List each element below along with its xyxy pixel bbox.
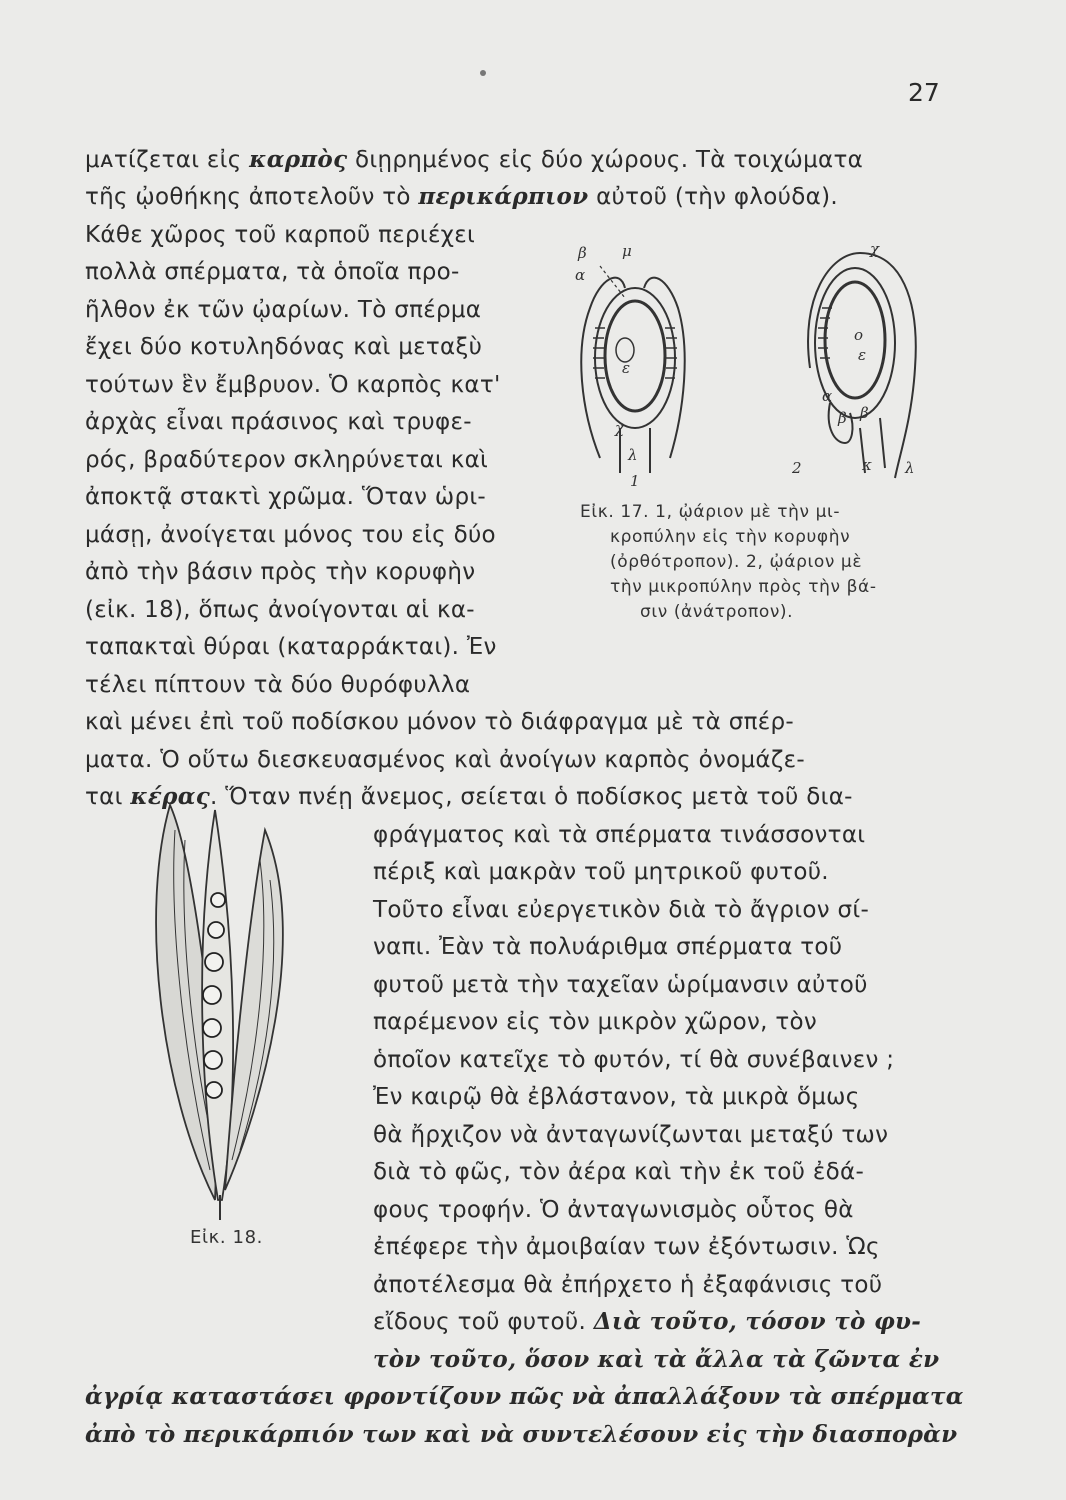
body-line — [85, 332, 482, 362]
fig17-label: λ — [628, 446, 638, 464]
body-line — [85, 182, 838, 212]
figure-17-caption-line: σιν (ἀνάτροπον). — [640, 602, 794, 622]
text-run: ἀποτέλεσμα θὰ ἐπήρχετο ἡ ἐξαφάνισις τοῦ — [373, 1272, 883, 1298]
body-line — [85, 632, 497, 662]
text-run: ἐπέφερε τὴν ἀμοιβαίαν των ἐξόντωσιν. Ὡς — [373, 1234, 880, 1260]
body-line — [373, 820, 865, 850]
seed — [205, 953, 223, 971]
body-line — [85, 145, 863, 175]
fig17-label: μ — [622, 242, 632, 260]
fig17-label: α — [575, 266, 586, 284]
text-run: ματα. Ὁ οὕτω διεσκευασμένος καὶ ἀνοίγων καρπὸς ὀνομάζε- — [85, 747, 806, 773]
body-line — [85, 370, 501, 400]
figure-18-seed-pod — [100, 790, 370, 1220]
body-line — [85, 482, 486, 512]
body-line — [85, 257, 460, 287]
text-run: Τοῦτο εἶναι εὐεργετικὸν διὰ τὸ ἄγριον σί- — [373, 897, 870, 923]
text-run: μάσῃ, ἀνοίγεται μόνος του εἰς δύο — [85, 522, 496, 548]
text-run: ταπακταὶ θύραι (καταρράκται). Ἐν — [85, 634, 497, 660]
seed — [203, 986, 221, 1004]
body-line — [373, 1270, 882, 1300]
body-line — [85, 295, 481, 325]
fig17-label: α — [822, 387, 833, 405]
figure-18-caption: Εἰκ. 18. — [190, 1227, 263, 1248]
figure-17-caption-line: τὴν μικροπύλην πρὸς τὴν βά- — [610, 577, 877, 597]
text-run: ἀποκτᾷ στακτὶ χρῶμα. Ὅταν ὡρι- — [85, 484, 487, 510]
text-run: φους τροφήν. Ὁ ἀνταγωνισμὸς οὗτος θὰ — [373, 1197, 854, 1223]
emphasis-text: καρπὸς — [249, 146, 348, 173]
seed — [211, 893, 225, 907]
emphasis-text: τὸν τοῦτο, ὅσον καὶ τὰ ἄλλα τὰ ζῶντα ἐν — [373, 1346, 940, 1373]
body-line — [373, 1045, 894, 1075]
text-run: τῆς ᾠοθήκης ἀποτελοῦν τὸ — [85, 184, 419, 210]
text-run: . Ὅταν πνέῃ ἄνεμος, σείεται ὁ ποδίσκος μετὰ τοῦ δια- — [210, 784, 853, 810]
body-line — [373, 1195, 854, 1225]
pod-valve-right — [225, 830, 283, 1190]
fig17-label: β — [578, 244, 587, 262]
text-run: τούτων ἓν ἔμβρυον. Ὁ καρπὸς κατ' — [85, 372, 501, 398]
body-line — [85, 520, 496, 550]
text-run: ἀπὸ τὴν βάσιν πρὸς τὴν κορυφὴν — [85, 559, 476, 585]
text-run: φράγματος καὶ τὰ σπέρματα τινάσσονται — [373, 822, 866, 848]
seed — [206, 1082, 222, 1098]
seed — [208, 922, 224, 938]
text-run: τέλει πίπτουν τὰ δύο θυρόφυλλα — [85, 672, 471, 698]
seed — [204, 1051, 222, 1069]
body-line — [373, 1232, 880, 1262]
emphasis-text: Διὰ τοῦτο, τόσον τὸ φυ- — [593, 1308, 922, 1335]
fig17-label: λ — [905, 459, 915, 477]
text-run: ἔχει δύο κοτυληδόνας καὶ μεταξὺ — [85, 334, 483, 360]
body-line — [373, 1307, 921, 1337]
text-run: διῃρημένος εἰς δύο χώρους. Τὰ τοιχώματα — [347, 147, 864, 173]
fig17-label: κ — [862, 456, 872, 474]
seed — [203, 1019, 221, 1037]
fig17-label: β — [860, 404, 869, 422]
body-line — [373, 1157, 864, 1187]
fig17-label: ε — [858, 346, 867, 364]
figure-17-caption-line: κροπύλην εἰς τὴν κορυφὴν — [610, 527, 851, 547]
body-line — [85, 707, 794, 737]
body-line — [373, 1345, 939, 1375]
ovule-1-integument — [595, 288, 675, 428]
body-line — [373, 1120, 888, 1150]
fig17-label: ο — [854, 326, 864, 344]
figure-17-caption-line: (ὀρθότροπον). 2, ᾠάριον μὲ — [610, 552, 863, 572]
figure-17-caption-line: Εἰκ. 17. 1, ᾠάριον μὲ τὴν μι- — [580, 502, 841, 522]
body-line — [373, 970, 868, 1000]
body-line — [373, 857, 829, 887]
text-run: παρέμενον εἰς τὸν μικρὸν χῶρον, τὸν — [373, 1009, 818, 1035]
body-line — [373, 1082, 860, 1112]
ovule-1-nucellus — [605, 301, 665, 411]
body-line — [85, 1382, 964, 1412]
body-line — [85, 407, 472, 437]
body-line — [85, 745, 805, 775]
text-run: ναπι. Ἐὰν τὰ πολυάριθμα σπέρματα τοῦ — [373, 934, 843, 960]
emphasis-text: περικάρπιον — [418, 183, 589, 210]
text-run: αὐτοῦ (τὴν φλούδα). — [588, 184, 839, 210]
fig17-label: χ — [615, 419, 625, 437]
text-run: ῆλθον ἐκ τῶν ᾠαρίων. Τὸ σπέρμα — [85, 297, 482, 323]
fig17-label: ε — [622, 359, 631, 377]
text-run: πέριξ καὶ μακρὰν τοῦ μητρικοῦ φυτοῦ. — [373, 859, 829, 885]
text-run: ἀρχὰς εἶναι πράσινος καὶ τρυφε- — [85, 409, 472, 435]
body-line — [373, 895, 869, 925]
emphasis-text: ἀπὸ τὸ περικάρπιόν των καὶ νὰ συντελέσουν εἰς τὴν διασπορὰν — [85, 1421, 958, 1448]
print-speck — [480, 70, 486, 76]
text-run: διὰ τὸ φῶς, τὸν ἀέρα καὶ τὴν ἐκ τοῦ ἐδά- — [373, 1159, 865, 1185]
text-run: ται — [85, 784, 131, 810]
figure-17-ovules — [560, 228, 940, 488]
text-run: (εἰκ. 18), ὅπως ἀνοίγονται αἱ κα- — [85, 597, 475, 623]
body-line — [85, 220, 475, 250]
fig17-label: 1 — [630, 472, 640, 488]
text-run: ὁποῖον κατεῖχε τὸ φυτόν, τί θὰ συνέβαινεν ; — [373, 1047, 895, 1073]
text-run: μᴀτίζεται εἰς — [85, 147, 250, 173]
text-run: πολλὰ σπέρματα, τὰ ὁποῖα προ- — [85, 259, 460, 285]
fig17-label: χ — [870, 240, 880, 258]
text-run: ρός, βραδύτερον σκληρύνεται καὶ — [85, 447, 489, 473]
page-number: 27 — [908, 78, 940, 107]
text-run: καὶ μένει ἐπὶ τοῦ ποδίσκου μόνον τὸ διάφραγμα μὲ τὰ σπέρ- — [85, 709, 794, 735]
text-run: θὰ ἤρχιζον νὰ ἀνταγωνίζωνται μεταξύ των — [373, 1122, 889, 1148]
body-line — [85, 670, 470, 700]
text-run: φυτοῦ μετὰ τὴν ταχεῖαν ὡρίμανσιν αὐτοῦ — [373, 972, 868, 998]
emphasis-text: κέρας — [130, 783, 211, 810]
text-run: εἴδους τοῦ φυτοῦ. — [373, 1309, 594, 1335]
fig17-label: β — [838, 409, 847, 427]
body-line — [85, 595, 475, 625]
body-line — [373, 932, 842, 962]
fig17-label: 2 — [792, 459, 802, 477]
body-line — [85, 445, 488, 475]
text-run: Ἐν καιρῷ θὰ ἐβλάστανον, τὰ μικρὰ ὅμως — [373, 1084, 860, 1110]
body-line — [85, 1420, 957, 1450]
body-line — [373, 1007, 817, 1037]
text-run: Κάθε χῶρος τοῦ καρποῦ περιέχει — [85, 222, 476, 248]
body-line — [85, 557, 475, 587]
emphasis-text: ἀγρίᾳ καταστάσει φροντίζουν πῶς νὰ ἀπαλλάξουν τὰ σπέρματα — [85, 1383, 964, 1410]
